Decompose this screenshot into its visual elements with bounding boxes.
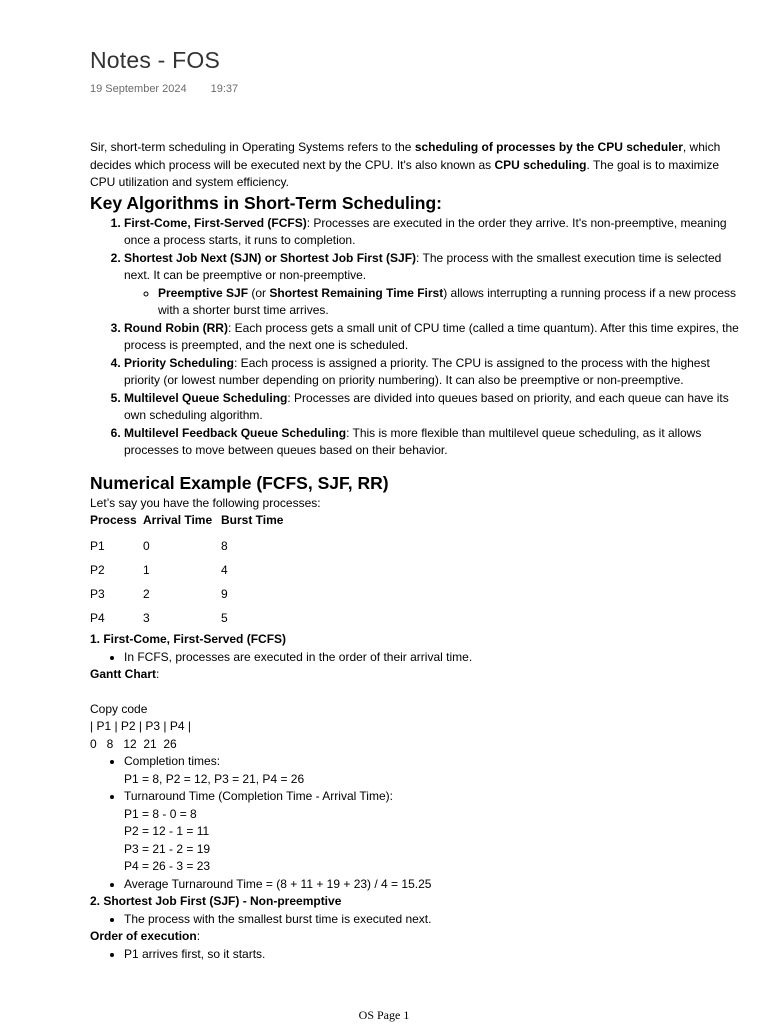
algorithm-item: 3. Round Robin (RR): Each process gets a small unit of CPU time (called a time quantum). After this time expires, the process is preempted, and the next one is scheduled. bbox=[124, 320, 740, 355]
algorithms-list bbox=[90, 215, 740, 460]
note-body bbox=[90, 139, 740, 963]
table-row: P4 3 5 bbox=[90, 611, 228, 626]
list-item: • Completion times: P1 = 8, P2 = 12, P3 = 21, P4 = 26 bbox=[124, 753, 740, 788]
gantt-row: | P1 | P2 | P3 | P4 | bbox=[90, 719, 191, 733]
order-label: Order of execution: bbox=[90, 929, 201, 943]
order-bullets bbox=[90, 946, 740, 964]
algorithm-item: 1. First-Come, First-Served (FCFS): Processes are executed in the order they arrive. It's non-preemptive, meaning once a process starts, it runs to completion. bbox=[124, 215, 740, 250]
col-arrival: Arrival Time bbox=[143, 513, 213, 528]
gantt-times: 0 8 12 21 26 bbox=[90, 736, 177, 751]
algorithm-item: 6. Multilevel Feedback Queue Scheduling: This is more flexible than multilevel queue scheduling, as it allows processes to move between queues based on their behavior. bbox=[124, 425, 740, 460]
table-row: P3 2 9 bbox=[90, 587, 228, 602]
list-item: • The process with the smallest burst time is executed next. bbox=[124, 911, 740, 929]
list-item: • Average Turnaround Time = (8 + 11 + 19 + 23) / 4 = 15.25 bbox=[124, 876, 740, 894]
algorithms-heading: Key Algorithms in Short-Term Scheduling: bbox=[90, 192, 442, 213]
col-process: Process bbox=[90, 513, 137, 528]
sjf-sublist bbox=[124, 285, 740, 320]
list-item: • P1 arrives first, so it starts. bbox=[124, 946, 740, 964]
list-item: • Turnaround Time (Completion Time - Arrival Time): P1 = 8 - 0 = 8 P2 = 12 - 1 = 11 P3 = 21 - 2 = 19 P4 = 26 - 3 = 23 bbox=[124, 788, 740, 876]
numerical-lead: Let’s say you have the following processes: bbox=[90, 495, 321, 510]
list-item: • In FCFS, processes are executed in the order of their arrival time. bbox=[124, 649, 740, 667]
gantt-label: Gantt Chart: bbox=[90, 667, 160, 681]
page-footer: OS Page 1 bbox=[358, 1008, 410, 1022]
algorithm-item: 5. Multilevel Queue Scheduling: Processes are divided into queues based on priority, and each queue can have its own scheduling algorithm. bbox=[124, 390, 740, 425]
table-header-row bbox=[90, 512, 311, 535]
copy-code-label: Copy code bbox=[90, 701, 148, 716]
note-date: 19 September 2024 bbox=[90, 83, 187, 95]
intro-paragraph: Sir, short-term scheduling in Operating Systems refers to the scheduling of processes by the CPU scheduler, which decides which process will be executed next by the CPU. It's also known as CPU scheduling. The goal is to maximize CPU utilization and system efficiency. bbox=[90, 140, 721, 189]
algorithm-item: 2. Shortest Job Next (SJN) or Shortest Job First (SJF): The process with the smallest execution time is selected next. It can be preemptive or non-preemptive. ◦ Preemptive SJF (or Shortest Remaining Time First) allows interrupting a running process if a new process with a shorter burst time arrives. bbox=[124, 250, 740, 320]
fcfs-heading: 1. First-Come, First-Served (FCFS) bbox=[90, 632, 287, 646]
page-title: Notes - FOS bbox=[90, 47, 221, 73]
table-row: P1 0 8 bbox=[90, 539, 228, 554]
col-burst: Burst Time bbox=[221, 513, 284, 528]
note-time: 19:37 bbox=[210, 83, 239, 95]
process-table bbox=[90, 512, 311, 631]
algorithm-item: 4. Priority Scheduling: Each process is assigned a priority. The CPU is assigned to the process with the highest priority (or lowest number depending on priority numbering). It can also be preemptive or non-preemptive. bbox=[124, 355, 740, 390]
fcfs-results bbox=[90, 753, 740, 893]
table-row: P2 1 4 bbox=[90, 563, 228, 578]
sjf-sub-item: ◦ Preemptive SJF (or Shortest Remaining Time First) allows interrupting a running process if a new process with a shorter burst time arrives. bbox=[158, 285, 740, 320]
sjf-bullets bbox=[90, 911, 740, 929]
fcfs-bullets bbox=[90, 649, 740, 667]
note-meta bbox=[90, 83, 238, 95]
numerical-heading: Numerical Example (FCFS, SJF, RR) bbox=[90, 472, 389, 493]
sjf-heading: 2. Shortest Job First (SJF) - Non-preemptive bbox=[90, 894, 342, 908]
